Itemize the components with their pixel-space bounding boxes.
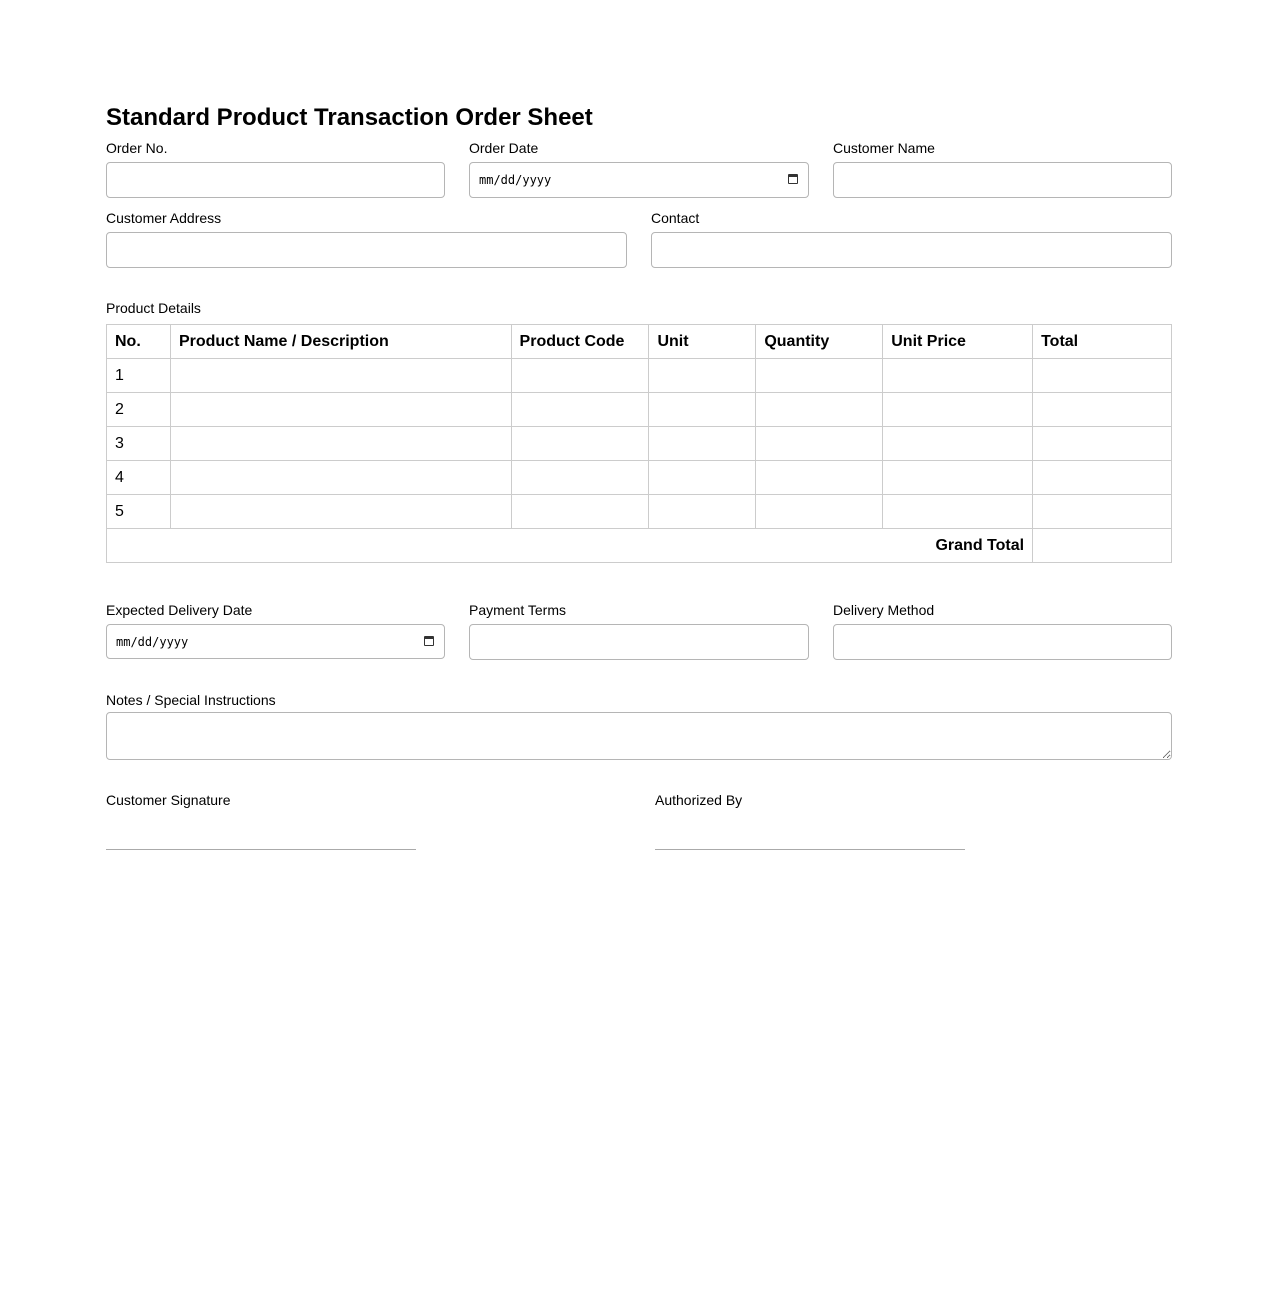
column-header-total: Total	[1033, 325, 1172, 359]
quantity-cell[interactable]	[756, 393, 883, 427]
delivery-method-input[interactable]	[833, 624, 1172, 660]
total-cell[interactable]	[1033, 393, 1172, 427]
table-row	[107, 427, 1172, 461]
grand-total-label: Grand Total	[107, 529, 1033, 563]
unit-cell[interactable]	[649, 461, 756, 495]
table-row	[107, 461, 1172, 495]
product-table	[106, 324, 1172, 563]
unit-price-cell[interactable]	[883, 359, 1033, 393]
customer-signature-line[interactable]	[106, 849, 416, 850]
payment-terms-input[interactable]	[469, 624, 809, 660]
table-row	[107, 393, 1172, 427]
table-row	[107, 359, 1172, 393]
product-details-label: Product Details	[106, 300, 201, 316]
grand-total-row	[107, 529, 1172, 563]
unit-cell[interactable]	[649, 495, 756, 529]
order-date-input[interactable]	[469, 162, 809, 198]
table-row	[107, 495, 1172, 529]
authorized-by-signature-line[interactable]	[655, 849, 965, 850]
column-header-quantity: Quantity	[756, 325, 883, 359]
contact-input[interactable]	[651, 232, 1172, 268]
product-code-cell[interactable]	[511, 427, 649, 461]
delivery-method-label: Delivery Method	[833, 602, 935, 618]
product-code-cell[interactable]	[511, 393, 649, 427]
calendar-icon[interactable]	[424, 636, 434, 646]
column-header-unit-price: Unit Price	[883, 325, 1033, 359]
calendar-icon[interactable]	[788, 174, 798, 184]
order-no-input[interactable]	[106, 162, 445, 198]
row-number: 1	[107, 359, 171, 393]
customer-signature-label: Customer Signature	[106, 792, 231, 808]
total-cell[interactable]	[1033, 359, 1172, 393]
authorized-by-label: Authorized By	[655, 792, 743, 808]
order-no-label: Order No.	[106, 140, 168, 156]
total-cell[interactable]	[1033, 495, 1172, 529]
total-cell[interactable]	[1033, 461, 1172, 495]
unit-price-cell[interactable]	[883, 427, 1033, 461]
unit-cell[interactable]	[649, 359, 756, 393]
quantity-cell[interactable]	[756, 427, 883, 461]
grand-total-value[interactable]	[1033, 529, 1172, 563]
column-header-no: No.	[107, 325, 171, 359]
customer-address-label: Customer Address	[106, 210, 222, 226]
product-code-cell[interactable]	[511, 495, 649, 529]
notes-label: Notes / Special Instructions	[106, 692, 276, 708]
unit-price-cell[interactable]	[883, 461, 1033, 495]
product-code-cell[interactable]	[511, 461, 649, 495]
unit-price-cell[interactable]	[883, 495, 1033, 529]
customer-name-input[interactable]	[833, 162, 1172, 198]
order-date-placeholder: mm/dd/yyyy	[479, 173, 552, 187]
quantity-cell[interactable]	[756, 359, 883, 393]
expected-delivery-date-input[interactable]	[106, 624, 445, 659]
row-number: 4	[107, 461, 171, 495]
quantity-cell[interactable]	[756, 461, 883, 495]
total-cell[interactable]	[1033, 427, 1172, 461]
unit-cell[interactable]	[649, 393, 756, 427]
page-title: Standard Product Transaction Order Sheet	[106, 104, 593, 131]
row-number: 2	[107, 393, 171, 427]
table-header-row	[107, 325, 1172, 359]
product-code-cell[interactable]	[511, 359, 649, 393]
row-number: 5	[107, 495, 171, 529]
product-name-cell[interactable]	[170, 495, 511, 529]
unit-cell[interactable]	[649, 427, 756, 461]
row-number: 3	[107, 427, 171, 461]
customer-name-label: Customer Name	[833, 140, 935, 156]
expected-delivery-date-placeholder: mm/dd/yyyy	[116, 635, 189, 649]
contact-label: Contact	[651, 210, 700, 226]
product-name-cell[interactable]	[170, 393, 511, 427]
column-header-product-code: Product Code	[511, 325, 649, 359]
product-name-cell[interactable]	[170, 359, 511, 393]
column-header-product-name: Product Name / Description	[170, 325, 511, 359]
notes-textarea[interactable]	[106, 712, 1172, 760]
expected-delivery-date-label: Expected Delivery Date	[106, 602, 253, 618]
product-name-cell[interactable]	[170, 461, 511, 495]
unit-price-cell[interactable]	[883, 393, 1033, 427]
order-date-label: Order Date	[469, 140, 539, 156]
product-name-cell[interactable]	[170, 427, 511, 461]
customer-address-input[interactable]	[106, 232, 627, 268]
column-header-unit: Unit	[649, 325, 756, 359]
quantity-cell[interactable]	[756, 495, 883, 529]
payment-terms-label: Payment Terms	[469, 602, 566, 618]
